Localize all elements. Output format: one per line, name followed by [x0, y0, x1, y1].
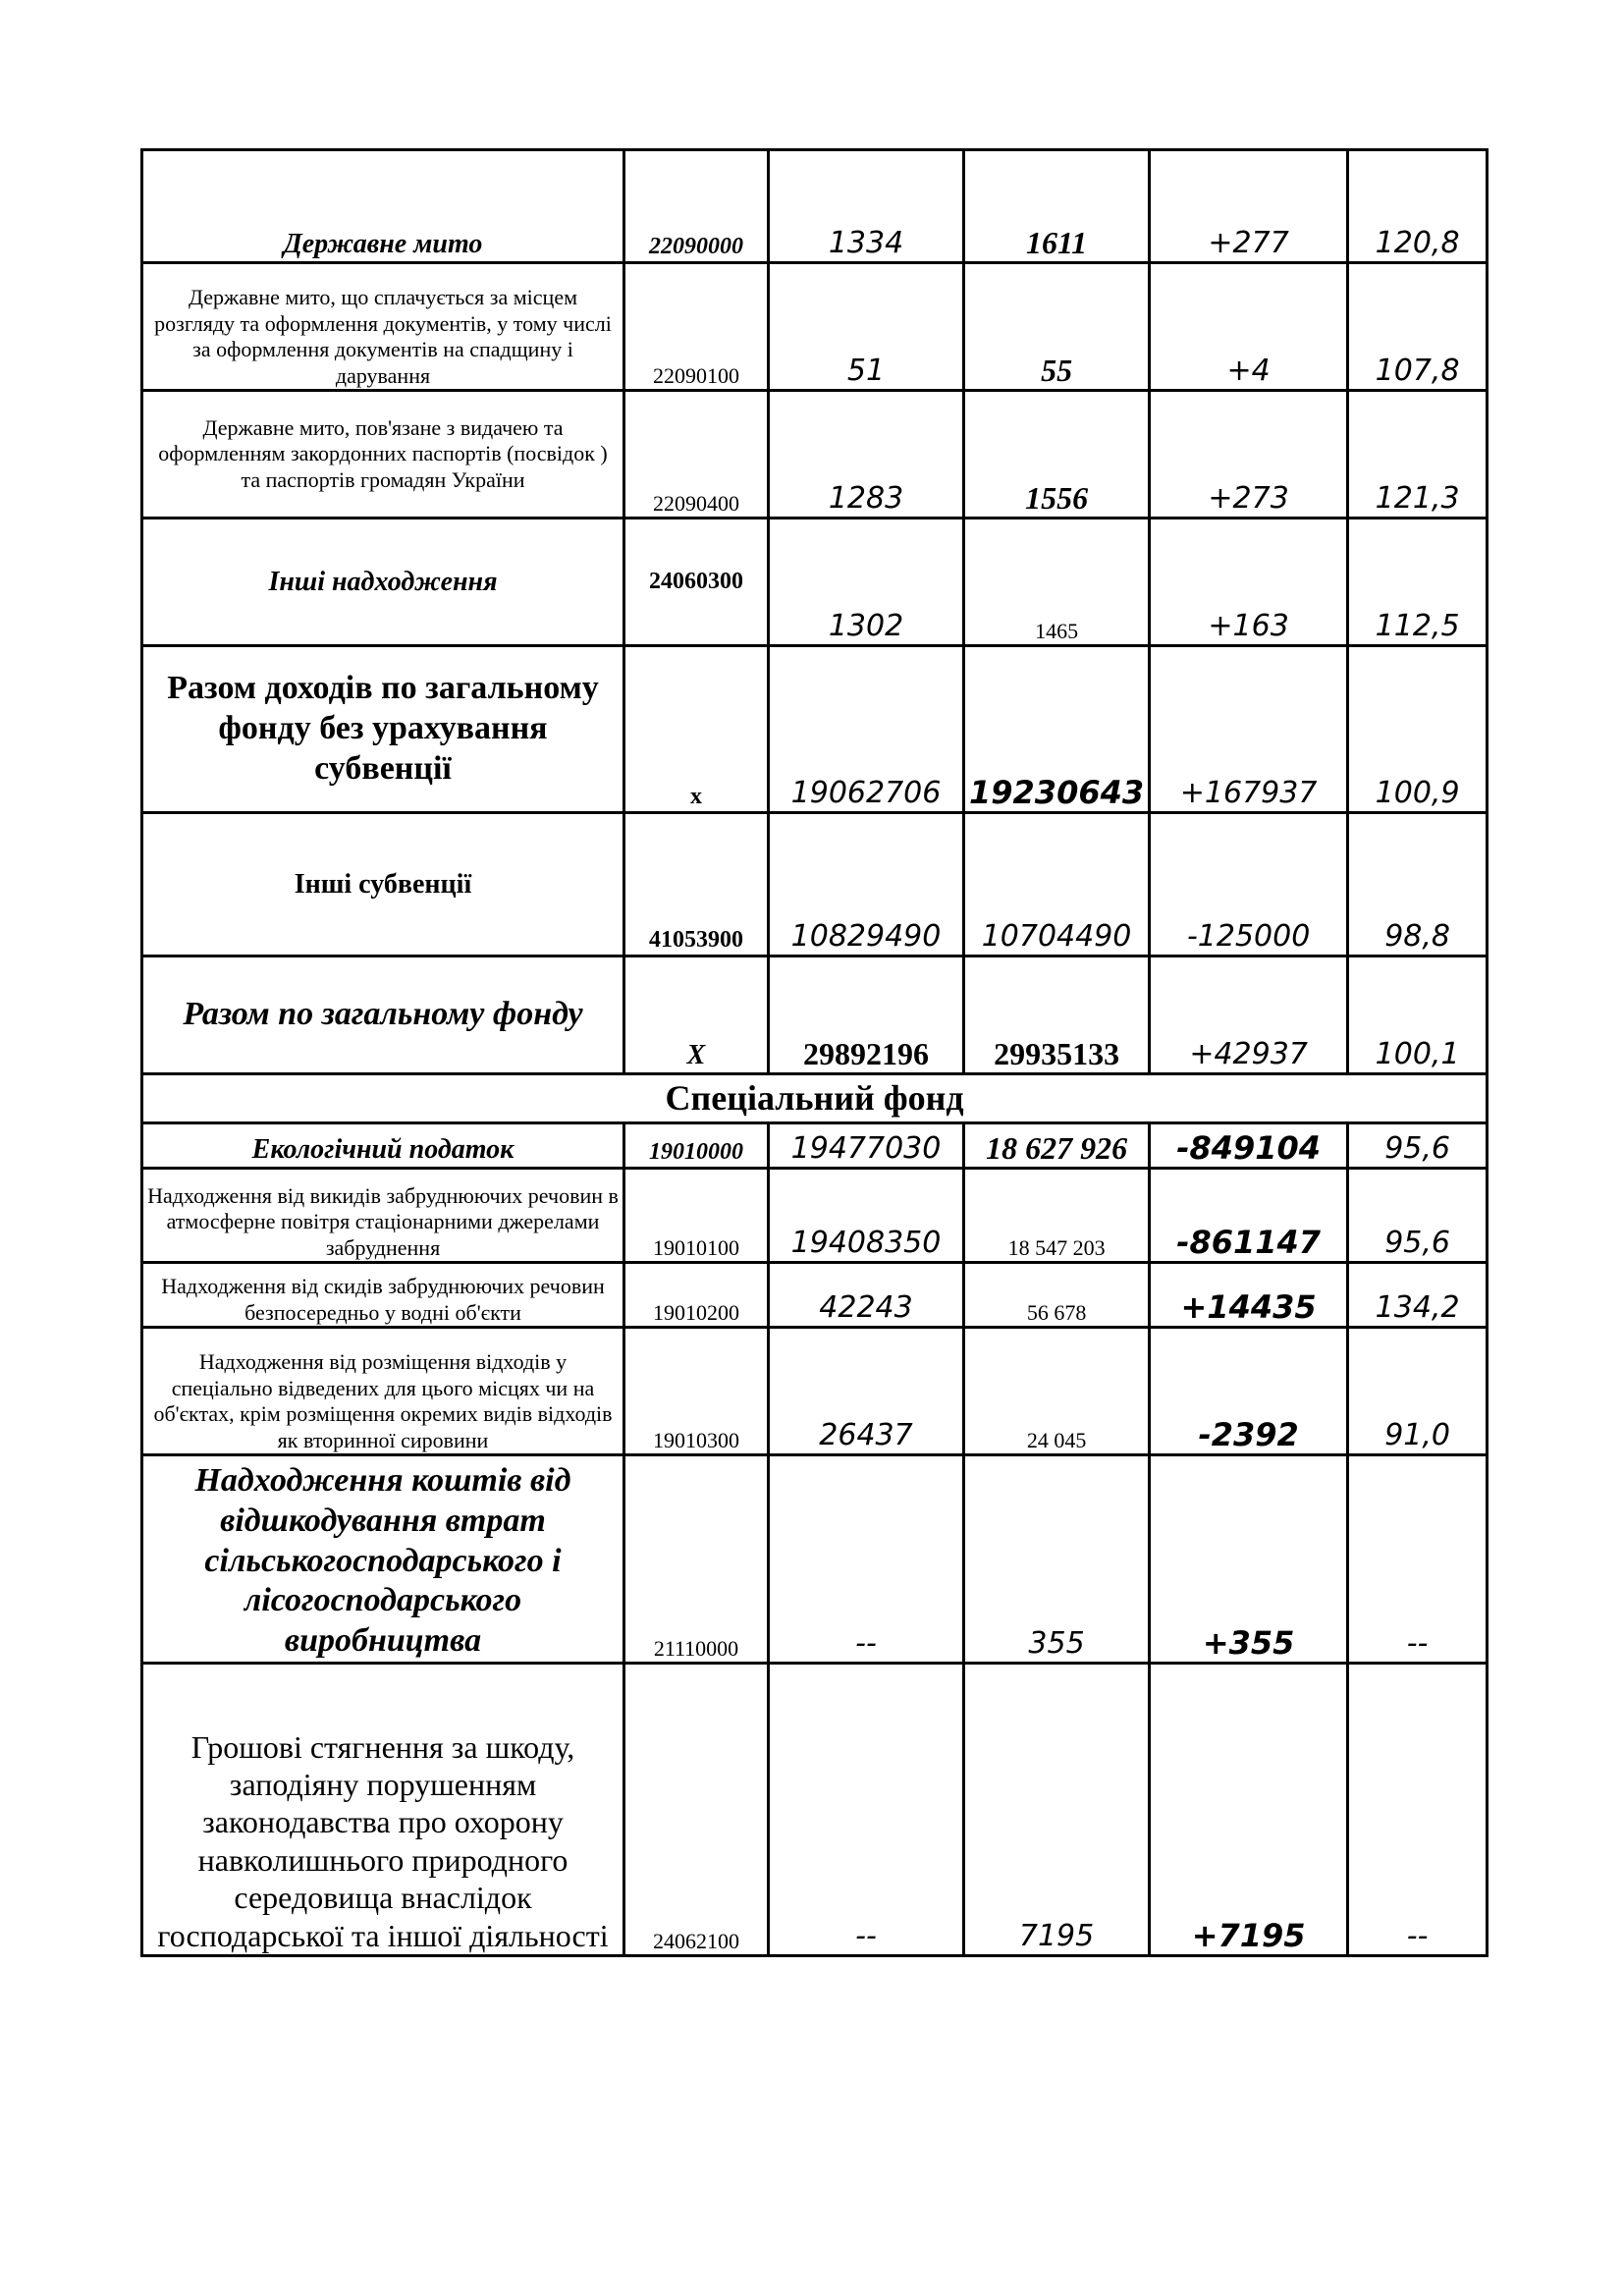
row-plan: 19062706	[769, 646, 964, 813]
row-code: х	[624, 646, 769, 813]
row-actual: 355	[964, 1455, 1150, 1664]
row-diff: -849104	[1150, 1123, 1348, 1169]
row-pct: 107,8	[1348, 263, 1488, 391]
table-row	[142, 1455, 1488, 1664]
table-row	[142, 1328, 1488, 1455]
row-name: Державне мито, пов'язане з видачею та оформленням закордонних паспортів (посвідок ) та паспортів громадян України	[142, 391, 624, 519]
row-pct: --	[1348, 1664, 1488, 1956]
row-plan: --	[769, 1455, 964, 1664]
row-name: Екологічний податок	[142, 1123, 624, 1169]
row-plan: 10829490	[769, 813, 964, 957]
row-name: Разом по загальному фонду	[142, 957, 624, 1074]
row-plan: 51	[769, 263, 964, 391]
row-code: 19010300	[624, 1328, 769, 1455]
row-actual: 1465	[964, 519, 1150, 646]
table-row	[142, 1123, 1488, 1169]
row-pct: 100,1	[1348, 957, 1488, 1074]
row-pct: 95,6	[1348, 1123, 1488, 1169]
row-pct: 121,3	[1348, 391, 1488, 519]
row-code: 22090100	[624, 263, 769, 391]
row-code: 24060300	[624, 519, 769, 646]
row-code: Х	[624, 957, 769, 1074]
table-row	[142, 1169, 1488, 1263]
row-diff: +355	[1150, 1455, 1348, 1664]
row-pct: 95,6	[1348, 1169, 1488, 1263]
row-diff: +14435	[1150, 1263, 1348, 1328]
row-actual: 7195	[964, 1664, 1150, 1956]
row-name: Грошові стягнення за шкоду, заподіяну порушенням законодавства про охорону навколишнього природного середовища внаслідок господарської та іншої діяльності	[142, 1664, 624, 1956]
row-actual: 55	[964, 263, 1150, 391]
row-pct: 100,9	[1348, 646, 1488, 813]
row-diff: +7195	[1150, 1664, 1348, 1956]
row-plan: 26437	[769, 1328, 964, 1455]
row-diff: -125000	[1150, 813, 1348, 957]
row-name: Інші субвенції	[142, 813, 624, 957]
row-diff: +4	[1150, 263, 1348, 391]
table-row	[142, 519, 1488, 646]
row-plan: 1283	[769, 391, 964, 519]
row-name: Надходження від скидів забруднюючих речовин безпосередньо у водні об'єкти	[142, 1263, 624, 1328]
row-pct: 91,0	[1348, 1328, 1488, 1455]
row-name: Разом доходів по загальному фонду без урахування субвенції	[142, 646, 624, 813]
row-name: Надходження коштів від відшкодування втрат сільськогосподарського і лісогосподарського виробництва	[142, 1455, 624, 1664]
row-diff: -2392	[1150, 1328, 1348, 1455]
row-name: Державне мито	[142, 150, 624, 263]
row-actual: 19230643	[964, 646, 1150, 813]
row-code: 22090400	[624, 391, 769, 519]
row-diff: +273	[1150, 391, 1348, 519]
row-plan: 42243	[769, 1263, 964, 1328]
row-diff: -861147	[1150, 1169, 1348, 1263]
row-plan: 29892196	[769, 957, 964, 1074]
row-pct: 134,2	[1348, 1263, 1488, 1328]
table-row	[142, 391, 1488, 519]
row-actual: 56 678	[964, 1263, 1150, 1328]
table-row	[142, 813, 1488, 957]
row-plan: 1334	[769, 150, 964, 263]
row-code: 19010000	[624, 1123, 769, 1169]
row-name: Інші надходження	[142, 519, 624, 646]
row-pct: 112,5	[1348, 519, 1488, 646]
row-plan: --	[769, 1664, 964, 1956]
section-header-row	[142, 1074, 1488, 1123]
row-name: Державне мито, що сплачується за місцем розгляду та оформлення документів, у тому числі за оформлення документів на спадщину і дарування	[142, 263, 624, 391]
row-actual: 24 045	[964, 1328, 1150, 1455]
row-pct: --	[1348, 1455, 1488, 1664]
table-row	[142, 957, 1488, 1074]
row-code: 21110000	[624, 1455, 769, 1664]
row-name: Надходження від викидів забруднюючих речовин в атмосферне повітря стаціонарними джерелами забруднення	[142, 1169, 624, 1263]
row-actual: 1556	[964, 391, 1150, 519]
section-title: Спеціальний фонд	[142, 1074, 1488, 1123]
row-plan: 19477030	[769, 1123, 964, 1169]
row-actual: 29935133	[964, 957, 1150, 1074]
table-row	[142, 646, 1488, 813]
row-code: 19010200	[624, 1263, 769, 1328]
row-name: Надходження від розміщення відходів у спеціально відведених для цього місцях чи на об'єктах, крім розміщення окремих видів відходів як вторинної сировини	[142, 1328, 624, 1455]
table-row	[142, 150, 1488, 263]
row-diff: +163	[1150, 519, 1348, 646]
row-diff: +277	[1150, 150, 1348, 263]
row-actual: 18 547 203	[964, 1169, 1150, 1263]
table-row	[142, 1664, 1488, 1956]
row-pct: 120,8	[1348, 150, 1488, 263]
row-actual: 18 627 926	[964, 1123, 1150, 1169]
row-pct: 98,8	[1348, 813, 1488, 957]
row-code: 24062100	[624, 1664, 769, 1956]
row-diff: +167937	[1150, 646, 1348, 813]
row-code: 22090000	[624, 150, 769, 263]
row-code: 41053900	[624, 813, 769, 957]
row-code: 19010100	[624, 1169, 769, 1263]
row-plan: 1302	[769, 519, 964, 646]
table-row	[142, 263, 1488, 391]
table-row	[142, 1263, 1488, 1328]
row-actual: 1611	[964, 150, 1150, 263]
revenue-table	[140, 148, 1489, 1957]
row-actual: 10704490	[964, 813, 1150, 957]
row-diff: +42937	[1150, 957, 1348, 1074]
row-plan: 19408350	[769, 1169, 964, 1263]
